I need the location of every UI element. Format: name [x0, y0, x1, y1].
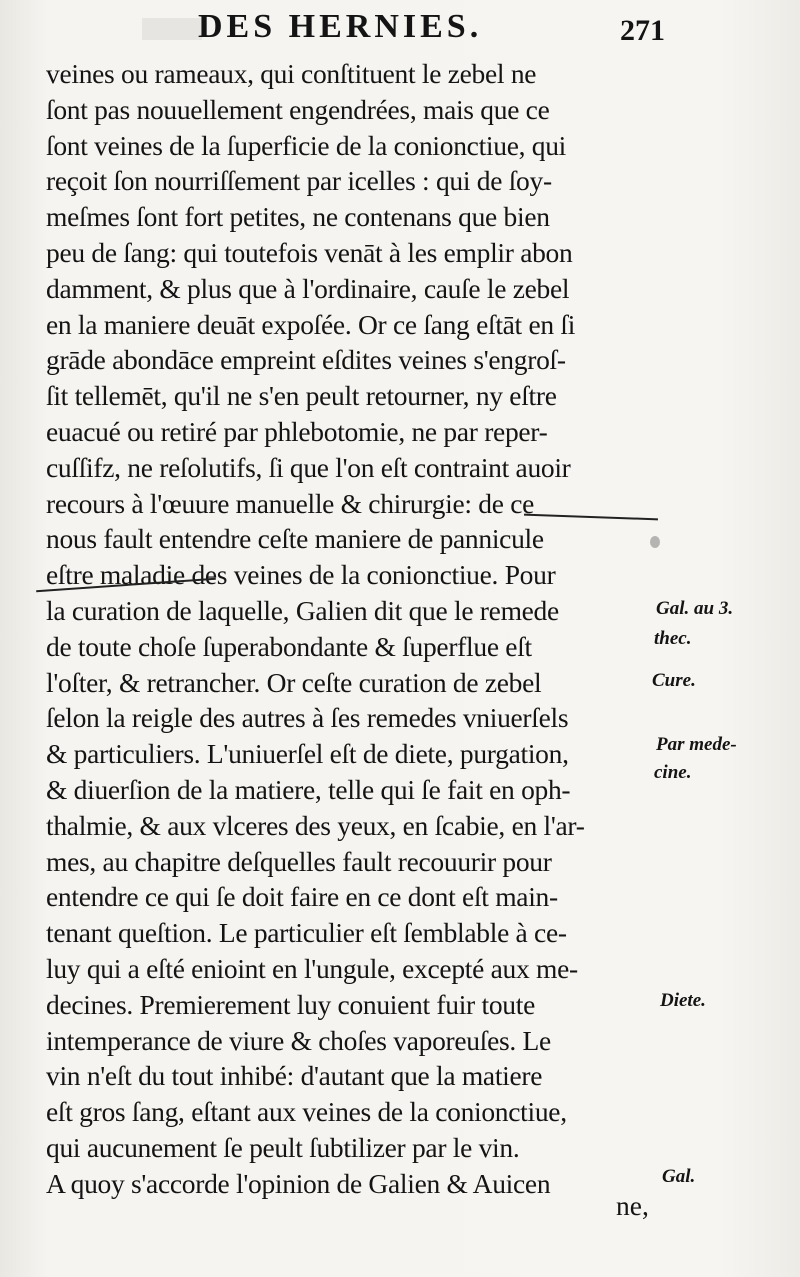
- page-number: 271: [620, 14, 665, 47]
- text-line: ſont veines de la ſuperficie de la conionctiue, qui: [46, 129, 566, 161]
- show-through-smudge: [142, 18, 202, 40]
- text-line: decines. Premierement luy conuient fuir toute: [46, 988, 535, 1020]
- text-line: ſit tellemēt, qu'il ne s'en peult retourner, ny eſtre: [46, 380, 557, 412]
- text-line: grāde abondāce empreint eſdites veines s'engroſ-: [46, 344, 566, 376]
- text-line: cuſſifz, ne reſolutifs, ſi que l'on eſt contraint auoir: [46, 451, 571, 483]
- margin-note-thec: thec.: [654, 628, 692, 649]
- text-line: eſt gros ſang, eſtant aux veines de la conionctiue,: [46, 1096, 567, 1128]
- margin-note-par-medecine: Par mede-: [656, 734, 737, 755]
- text-line: entendre ce qui ſe doit faire en ce dont eſt main-: [46, 881, 558, 913]
- margin-note-cine: cine.: [654, 762, 692, 783]
- text-line: meſmes ſont fort petites, ne contenans que bien: [46, 201, 550, 233]
- text-line: mes, au chapitre deſquelles fault recouurir pour: [46, 845, 552, 877]
- text-line: qui aucunement ſe peult ſubtilizer par le vin.: [46, 1131, 520, 1163]
- text-line: peu de ſang: qui toutefois venāt à les emplir abon: [46, 236, 573, 268]
- text-line: recours à l'œuure manuelle & chirurgie: de ce: [46, 487, 535, 519]
- text-line: & diuerſion de la matiere, telle qui ſe fait en oph-: [46, 773, 571, 805]
- text-line: tenant queſtion. Le particulier eſt ſemblable à ce-: [46, 917, 567, 949]
- text-line: thalmie, & aux vlceres des yeux, en ſcabie, en l'ar-: [46, 809, 585, 841]
- page-header: [0, 4, 800, 48]
- text-line: reçoit ſon nourriſſement par icelles : qui de ſoy-: [46, 165, 552, 197]
- ink-blot: [650, 536, 660, 548]
- running-title: DES HERNIES.: [198, 8, 483, 45]
- margin-note-gal: Gal.: [662, 1166, 696, 1187]
- margin-note-diete: Diete.: [660, 990, 706, 1011]
- text-line: A quoy s'accorde l'opinion de Galien & Auicen: [46, 1167, 551, 1199]
- text-line: la curation de laquelle, Galien dit que le remede: [46, 594, 559, 626]
- text-line: intemperance de viure & choſes vaporeuſes. Le: [46, 1024, 551, 1056]
- text-line: veines ou rameaux, qui conſtituent le zebel ne: [46, 58, 537, 89]
- text-line: & particuliers. L'uniuerſel eſt de diete, purgation,: [46, 738, 569, 770]
- text-line: en la maniere deuāt expoſée. Or ce ſang eſtāt en ſi: [46, 308, 576, 340]
- text-line: ſont pas nouuellement engendrées, mais que ce: [46, 93, 550, 125]
- text-line: eſtre maladie des veines de la conionctiue. Pour: [46, 559, 556, 591]
- text-line: de toute choſe ſuperabondante & ſuperflue eſt: [46, 630, 532, 662]
- margin-note-cure: Cure.: [652, 670, 696, 691]
- catchword: ne,: [616, 1190, 649, 1221]
- text-line: luy qui a eſté enioint en l'ungule, excepté aux me-: [46, 952, 578, 984]
- text-line: ſelon la reigle des autres à ſes remedes vniuerſels: [46, 702, 569, 734]
- text-line: vin n'eſt du tout inhibé: d'autant que la matiere: [46, 1060, 543, 1092]
- text-line: nous fault entendre ceſte maniere de pannicule: [46, 523, 544, 555]
- text-line: l'oſter, & retrancher. Or ceſte curation de zebel: [46, 666, 542, 698]
- text-line: damment, & plus que à l'ordinaire, cauſe le zebel: [46, 272, 570, 304]
- body-text: [46, 56, 658, 1202]
- margin-note-galien: Gal. au 3.: [656, 598, 734, 619]
- text-line: euacué ou retiré par phlebotomie, ne par reper-: [46, 415, 548, 447]
